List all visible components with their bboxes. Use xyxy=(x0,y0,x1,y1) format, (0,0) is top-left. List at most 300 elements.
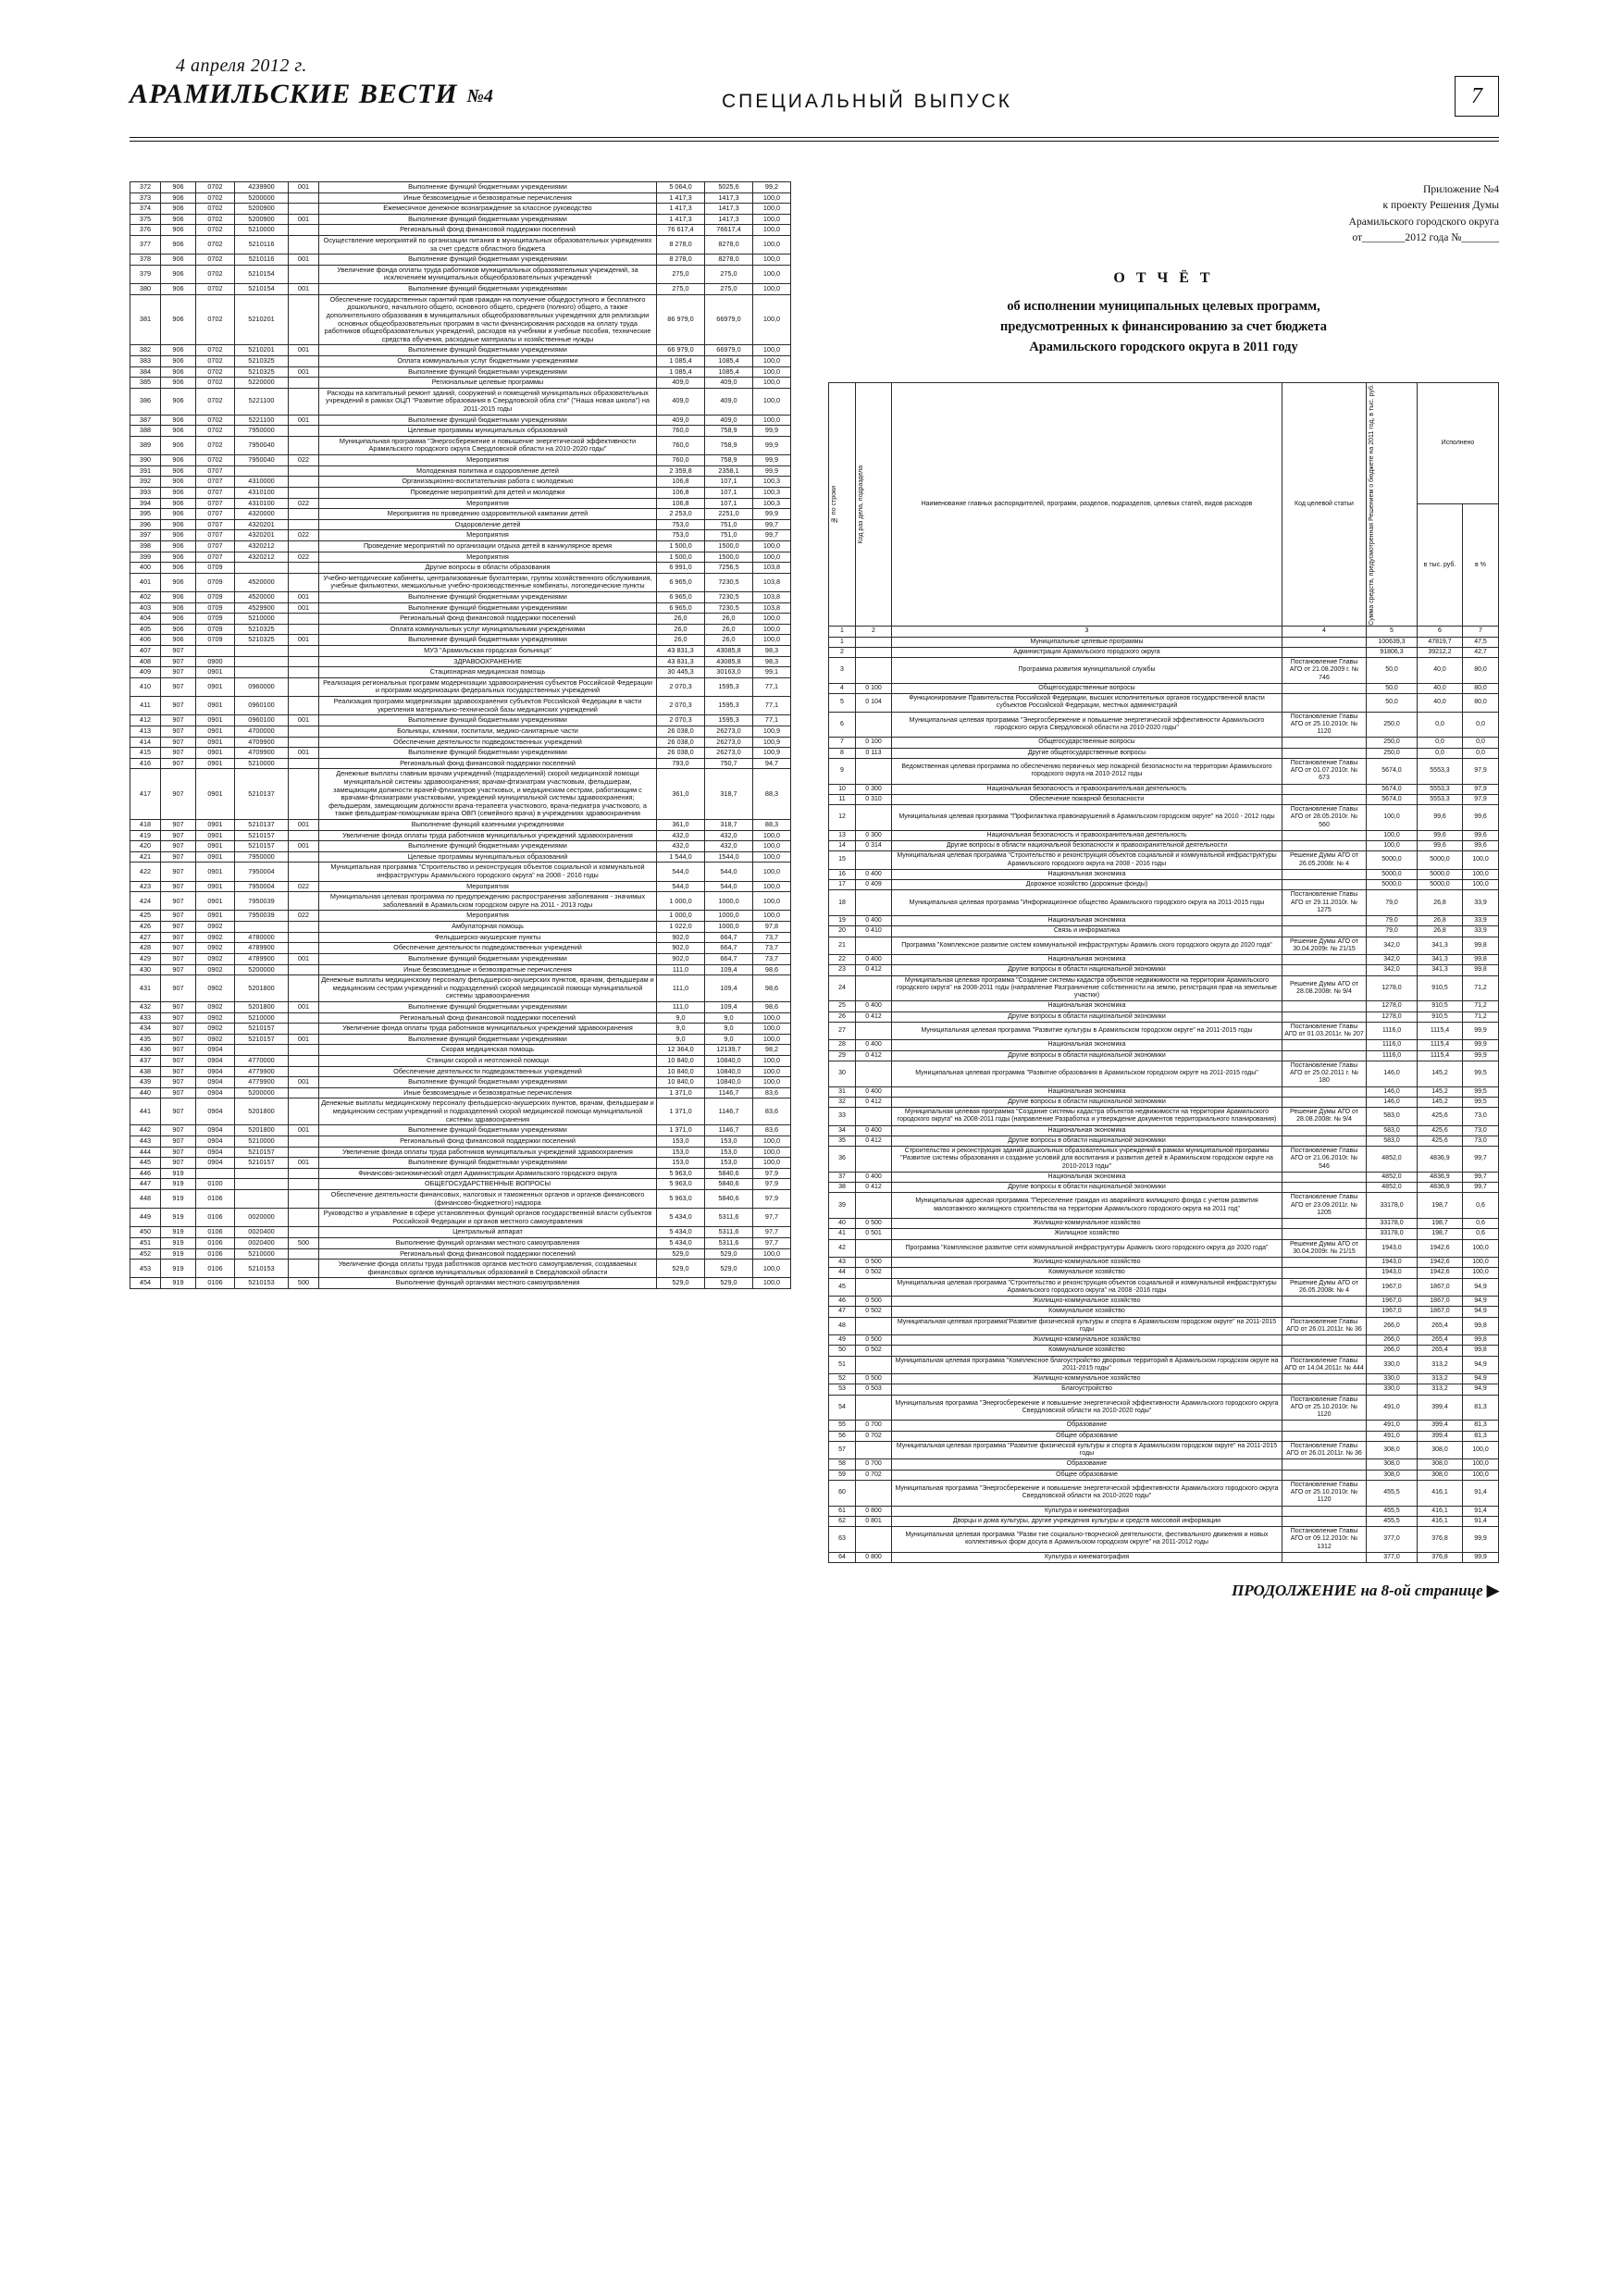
cell-planned-sum: 9,0 xyxy=(657,1012,705,1024)
table-row xyxy=(130,182,791,193)
cell-planned-sum: 432,0 xyxy=(657,830,705,841)
cell-section-code: 0 500 xyxy=(856,1335,892,1346)
table-row xyxy=(130,477,791,488)
cell-row-number: 55 xyxy=(829,1421,856,1431)
cell-target-code: 5210137 xyxy=(235,769,289,820)
cell-executed-sum: 4836,9 xyxy=(1418,1183,1463,1193)
cell-executed-percent: 100,0 xyxy=(1463,1459,1499,1470)
cell-section-code: 0902 xyxy=(196,1001,235,1012)
cell-row-number: 14 xyxy=(829,841,856,851)
cell-row-number: 394 xyxy=(130,498,161,509)
cell-row-number: 447 xyxy=(130,1179,161,1190)
table-row xyxy=(829,1022,1499,1040)
table-row xyxy=(130,726,791,737)
cell-chapter-code: 906 xyxy=(161,204,196,215)
cell-executed-percent: 100,0 xyxy=(1463,1239,1499,1258)
cell-planned-sum: 100639,3 xyxy=(1367,637,1418,647)
cell-row-name: Увеличение фонда оплаты труда работников муниципальных учреждений здравоохранения xyxy=(319,1024,657,1035)
cell-row-number: 27 xyxy=(829,1022,856,1040)
cell-row-name: Больницы, клиники, госпитали, медико-санитарные части xyxy=(319,726,657,737)
table-row xyxy=(829,647,1499,657)
cell-row-number: 4 xyxy=(829,683,856,693)
cell-executed-sum: 153,0 xyxy=(705,1158,753,1169)
cell-program-name: Другие вопросы в области национальной безопасности и правоохранительной деятельности xyxy=(892,841,1282,851)
cell-chapter-code: 907 xyxy=(161,1066,196,1077)
cell-target-code: 5210157 xyxy=(235,1158,289,1169)
cell-chapter-code: 906 xyxy=(161,519,196,530)
cell-section-code: 0901 xyxy=(196,737,235,748)
cell-executed-sum: 76617,4 xyxy=(705,225,753,236)
cell-planned-sum: 491,0 xyxy=(1367,1421,1418,1431)
cell-executed-percent: 99,7 xyxy=(753,530,791,541)
table-row xyxy=(130,1066,791,1077)
table-row xyxy=(829,1441,1499,1459)
cell-planned-sum: 455,5 xyxy=(1367,1480,1418,1506)
cell-section-code: 0904 xyxy=(196,1158,235,1169)
cell-executed-percent: 100,0 xyxy=(753,1136,791,1147)
cell-expense-type xyxy=(289,1066,319,1077)
cell-target-code xyxy=(1282,869,1367,879)
table-row xyxy=(829,1183,1499,1193)
cell-target-code: 0960000 xyxy=(235,677,289,696)
cell-section-code: 0106 xyxy=(196,1209,235,1227)
cell-target-code: Постановление Главы АГО от 21.06.2010г. № 546 xyxy=(1282,1147,1367,1173)
cell-chapter-code: 907 xyxy=(161,677,196,696)
cell-target-code: 5210325 xyxy=(235,624,289,635)
paper-name: АРАМИЛЬСКИЕ ВЕСТИ xyxy=(130,79,458,109)
cell-chapter-code: 907 xyxy=(161,1056,196,1067)
cell-row-name: Обеспечение государственных гарантий прав граждан на получение общедоступного и бесплатного дошкольного, начального общего, основного общего, среднего (полного) общего, а также дополнительного образования в муниципальных общеобразовательных учреждениях для реализации основных общеобразовательных программ в части финансирования расходов на оплату труда работников общеобразовательных учреждений, расходов на учебники и учебные пособия, технические средства обучения, расходные материалы и хозяйственные нужды xyxy=(319,294,657,345)
cell-expense-type xyxy=(289,355,319,366)
cell-row-number: 56 xyxy=(829,1431,856,1441)
programs-table xyxy=(828,382,1499,1564)
table-row xyxy=(130,830,791,841)
cell-executed-percent: 99,6 xyxy=(1463,841,1499,851)
cell-planned-sum: 5 064,0 xyxy=(657,182,705,193)
table-row xyxy=(829,1040,1499,1050)
cell-row-number: 396 xyxy=(130,519,161,530)
cell-row-name: Региональный фонд финансовой поддержки поселений xyxy=(319,225,657,236)
cell-target-code: 5221100 xyxy=(235,415,289,426)
cell-row-number: 13 xyxy=(829,830,856,840)
issue-date: 4 апреля 2012 г. xyxy=(176,56,307,76)
cell-executed-sum: 26,0 xyxy=(705,624,753,635)
cell-target-code xyxy=(1282,784,1367,794)
cell-executed-sum: 9,0 xyxy=(705,1034,753,1045)
cell-row-name: Выполнение функций бюджетными учреждениями xyxy=(319,1158,657,1169)
table-row xyxy=(829,1229,1499,1239)
cell-expense-type xyxy=(289,667,319,678)
cell-executed-sum: 26,8 xyxy=(1418,916,1463,926)
cell-executed-percent: 81,3 xyxy=(1463,1421,1499,1431)
cell-section-code: 0 800 xyxy=(856,1506,892,1516)
cell-planned-sum: 6 991,0 xyxy=(657,563,705,574)
cell-target-code: Постановление Главы АГО от 25.10.2010г. № 1120 xyxy=(1282,1395,1367,1421)
cell-section-code: 0 400 xyxy=(856,916,892,926)
cell-executed-percent: 100,0 xyxy=(753,294,791,345)
cell-section-code: 0 502 xyxy=(856,1307,892,1317)
cell-target-code: Решение Думы АГО от 30.04.2009г. № 21/15 xyxy=(1282,937,1367,955)
cell-executed-sum: 376,8 xyxy=(1418,1527,1463,1553)
cell-planned-sum: 5 963,0 xyxy=(657,1189,705,1208)
cell-row-number: 451 xyxy=(130,1237,161,1248)
cell-planned-sum: 5000,0 xyxy=(1367,869,1418,879)
cell-row-number: 39 xyxy=(829,1193,856,1219)
cell-executed-percent: 0,0 xyxy=(1463,712,1499,738)
cell-executed-percent: 33,9 xyxy=(1463,890,1499,916)
cell-target-code: Решение Думы АГО от 30.04.2009г. № 21/15 xyxy=(1282,1239,1367,1258)
cell-target-code: Решение Думы АГО от 28.08.2008г. № 9/4 xyxy=(1282,975,1367,1001)
cell-planned-sum: 12 364,0 xyxy=(657,1045,705,1056)
cell-planned-sum: 10 840,0 xyxy=(657,1066,705,1077)
cell-executed-sum: 66979,0 xyxy=(705,294,753,345)
cell-executed-percent: 100,9 xyxy=(753,726,791,737)
cell-expense-type: 001 xyxy=(289,182,319,193)
cell-executed-sum: 39212,2 xyxy=(1418,647,1463,657)
cell-expense-type xyxy=(289,1098,319,1125)
cell-planned-sum: 330,0 xyxy=(1367,1384,1418,1395)
cell-row-number: 389 xyxy=(130,436,161,454)
cell-executed-percent: 88,3 xyxy=(753,769,791,820)
cell-executed-percent: 98,6 xyxy=(753,964,791,975)
cell-target-code: Постановление Главы АГО от 25.10.2010г. № 1120 xyxy=(1282,1480,1367,1506)
cell-target-code: 5210137 xyxy=(235,820,289,831)
cell-section-code: 0901 xyxy=(196,881,235,892)
cell-section-code: 0707 xyxy=(196,477,235,488)
cell-row-number: 401 xyxy=(130,573,161,591)
table-row xyxy=(829,1374,1499,1384)
cell-executed-percent: 100,9 xyxy=(753,737,791,748)
cell-section-code: 0106 xyxy=(196,1189,235,1208)
cell-executed-sum: 425,6 xyxy=(1418,1108,1463,1126)
cell-row-number: 37 xyxy=(829,1172,856,1182)
cell-program-name: Муниципальная целевая программа "Комплексное благоустройство дворовых территорий в Арамильском городском округе на 2011-2015 годы" xyxy=(892,1356,1282,1374)
cell-section-code: 0 100 xyxy=(856,738,892,748)
cell-section-code: 0702 xyxy=(196,254,235,266)
cell-target-code xyxy=(235,1179,289,1190)
cell-target-code: 7950004 xyxy=(235,863,289,881)
cell-executed-percent: 100,0 xyxy=(753,388,791,415)
cell-section-code xyxy=(196,1168,235,1179)
table-row xyxy=(130,667,791,678)
cell-target-code: 5210157 xyxy=(235,1147,289,1158)
cell-row-name: Мероприятия xyxy=(319,911,657,922)
cell-target-code: Постановление Главы АГО от 14.04.2011г. № 444 xyxy=(1282,1356,1367,1374)
cell-executed-percent: 100,0 xyxy=(753,911,791,922)
cell-section-code: 0 400 xyxy=(856,1040,892,1050)
column-index-6: 6 xyxy=(1418,627,1463,637)
table-row xyxy=(130,851,791,863)
cell-expense-type xyxy=(289,1024,319,1035)
appendix-line-1: Приложение №4 xyxy=(1423,183,1499,195)
cell-row-number: 48 xyxy=(829,1317,856,1335)
table-row xyxy=(130,552,791,563)
col-header-executed-thousand: в тыс. руб. xyxy=(1418,504,1463,627)
table-row xyxy=(130,1147,791,1158)
cell-section-code xyxy=(196,646,235,657)
cell-planned-sum: 30 445,3 xyxy=(657,667,705,678)
cell-planned-sum: 753,0 xyxy=(657,530,705,541)
cell-section-code: 0 702 xyxy=(856,1431,892,1441)
cell-executed-percent: 100,0 xyxy=(753,624,791,635)
cell-planned-sum: 308,0 xyxy=(1367,1441,1418,1459)
cell-executed-sum: 664,7 xyxy=(705,943,753,954)
cell-executed-sum: 26,8 xyxy=(1418,890,1463,916)
cell-row-number: 42 xyxy=(829,1239,856,1258)
cell-target-code: 5200000 xyxy=(235,1087,289,1098)
col-header-executed-percent: в % xyxy=(1463,504,1499,627)
cell-row-number: 40 xyxy=(829,1219,856,1229)
report-title-line-4: Арамильского городского округа в 2011 году xyxy=(1029,340,1298,355)
cell-section-code xyxy=(856,658,892,684)
col-header-planned-sum: Сумма средств, предусмотренная Решением о бюджете на 2011 год, в тыс. руб. xyxy=(1367,382,1418,627)
cell-target-code: 4239900 xyxy=(235,182,289,193)
cell-row-number: 410 xyxy=(130,677,161,696)
cell-section-code: 0702 xyxy=(196,366,235,378)
cell-chapter-code: 906 xyxy=(161,366,196,378)
cell-target-code: 5201800 xyxy=(235,1098,289,1125)
cell-executed-percent: 94,7 xyxy=(753,758,791,769)
cell-executed-percent: 71,2 xyxy=(1463,1001,1499,1011)
cell-executed-sum: 0,0 xyxy=(1418,738,1463,748)
cell-planned-sum: 106,8 xyxy=(657,477,705,488)
cell-executed-sum: 409,0 xyxy=(705,415,753,426)
cell-chapter-code: 906 xyxy=(161,265,196,283)
cell-row-name: Ежемесячное денежное вознаграждение за классное руководство xyxy=(319,204,657,215)
cell-row-name: Центральный аппарат xyxy=(319,1227,657,1238)
cell-executed-percent: 77,1 xyxy=(753,677,791,696)
table-row xyxy=(829,1147,1499,1173)
cell-row-number: 35 xyxy=(829,1136,856,1146)
cell-executed-sum: 5840,6 xyxy=(705,1179,753,1190)
cell-executed-percent: 100,0 xyxy=(753,204,791,215)
cell-expense-type xyxy=(289,519,319,530)
cell-program-name: Муниципальная целевая программа "Профилактика правонарушений в Арамильском городском округе" на 2010 - 2012 годы xyxy=(892,805,1282,831)
table-row xyxy=(829,1050,1499,1061)
cell-chapter-code: 907 xyxy=(161,892,196,911)
cell-chapter-code: 907 xyxy=(161,715,196,726)
cell-row-name: Реализация программ модернизации здравоохранения субъектов Российской Федерации в части укрепления материально-технической базы медицинских учреждений xyxy=(319,697,657,715)
cell-target-code: Постановление Главы АГО от 09.12.2010г. № 1312 xyxy=(1282,1527,1367,1553)
cell-planned-sum: 361,0 xyxy=(657,820,705,831)
cell-row-number: 57 xyxy=(829,1441,856,1459)
cell-section-code xyxy=(856,1108,892,1126)
cell-row-number: 46 xyxy=(829,1297,856,1307)
cell-executed-sum: 5311,6 xyxy=(705,1209,753,1227)
cell-planned-sum: 491,0 xyxy=(1367,1395,1418,1421)
cell-row-number: 377 xyxy=(130,236,161,254)
cell-planned-sum: 10 840,0 xyxy=(657,1056,705,1067)
table-row xyxy=(829,784,1499,794)
cell-section-code: 0901 xyxy=(196,911,235,922)
cell-section-code: 0 412 xyxy=(856,1136,892,1146)
cell-row-name: Руководство и управление в сфере установленных функций органов государственной власти субъектов Российской Федерации и органов местного самоуправления xyxy=(319,1209,657,1227)
cell-row-number: 402 xyxy=(130,591,161,602)
cell-section-code: 0702 xyxy=(196,192,235,204)
cell-row-number: 43 xyxy=(829,1258,856,1268)
cell-executed-percent: 91,4 xyxy=(1463,1480,1499,1506)
cell-target-code xyxy=(1282,748,1367,758)
cell-row-number: 12 xyxy=(829,805,856,831)
cell-section-code: 0 104 xyxy=(856,694,892,713)
table-row xyxy=(130,214,791,225)
cell-executed-percent: 100,0 xyxy=(1463,880,1499,890)
cell-planned-sum: 529,0 xyxy=(657,1278,705,1289)
cell-row-number: 448 xyxy=(130,1189,161,1208)
cell-row-number: 47 xyxy=(829,1307,856,1317)
cell-target-code: Постановление Главы АГО от 29.11.2010г. № 1275 xyxy=(1282,890,1367,916)
cell-executed-percent: 88,3 xyxy=(753,820,791,831)
cell-executed-sum: 751,0 xyxy=(705,530,753,541)
cell-target-code: 4700000 xyxy=(235,726,289,737)
cell-target-code: 4320201 xyxy=(235,519,289,530)
cell-target-code xyxy=(235,646,289,657)
cell-chapter-code: 907 xyxy=(161,646,196,657)
cell-target-code: 5210201 xyxy=(235,345,289,356)
cell-executed-sum: 1115,4 xyxy=(1418,1022,1463,1040)
table-row xyxy=(829,1061,1499,1086)
cell-program-name: Общегосударственные вопросы xyxy=(892,683,1282,693)
cell-planned-sum: 33178,0 xyxy=(1367,1229,1418,1239)
cell-expense-type xyxy=(289,1045,319,1056)
cell-expense-type xyxy=(289,697,319,715)
cell-executed-sum: 7256,5 xyxy=(705,563,753,574)
cell-target-code xyxy=(1282,926,1367,937)
cell-chapter-code: 906 xyxy=(161,182,196,193)
cell-row-name: Обеспечение деятельности подведомственных учреждений xyxy=(319,943,657,954)
cell-target-code xyxy=(235,922,289,933)
cell-executed-sum: 318,7 xyxy=(705,820,753,831)
cell-chapter-code: 907 xyxy=(161,1098,196,1125)
cell-expense-type xyxy=(289,646,319,657)
cell-executed-sum: 153,0 xyxy=(705,1147,753,1158)
cell-program-name: Муниципальная целевая программа "Разви тие социально-творческой деятельности, фестивального движения и новых коллективных форм досуга в Арамильском городском округе" на 2011-2012 годы xyxy=(892,1527,1282,1553)
cell-planned-sum: 342,0 xyxy=(1367,955,1418,965)
cell-chapter-code: 906 xyxy=(161,378,196,389)
cell-row-name: Скорая медицинская помощь xyxy=(319,1045,657,1056)
cell-executed-sum: 0,0 xyxy=(1418,748,1463,758)
table-row xyxy=(829,1097,1499,1107)
cell-planned-sum: 9,0 xyxy=(657,1034,705,1045)
table-row xyxy=(130,881,791,892)
cell-planned-sum: 377,0 xyxy=(1367,1527,1418,1553)
cell-chapter-code: 906 xyxy=(161,635,196,646)
cell-executed-sum: 544,0 xyxy=(705,881,753,892)
cell-executed-percent: 100,0 xyxy=(753,1024,791,1035)
cell-expense-type: 500 xyxy=(289,1278,319,1289)
cell-row-name: Региональные целевые программы xyxy=(319,378,657,389)
cell-program-name: Муниципальная программа "Энергосбережение и повышение энергетической эффективности Арамильского городского округа Свердловской области на 2010-2020 годы" xyxy=(892,1480,1282,1506)
cell-chapter-code: 907 xyxy=(161,737,196,748)
table-row xyxy=(130,455,791,466)
cell-executed-percent: 97,7 xyxy=(753,1237,791,1248)
cell-program-name: Общее образование xyxy=(892,1431,1282,1441)
cell-row-name: Денежные выплаты медицинскому персоналу фельдшерско-акушерских пунктов, врачам, фельдшерам и медицинским сестрам учреждений и подразделений скорой медицинской помощи муниципальной системы здравоохранения xyxy=(319,1098,657,1125)
cell-executed-sum: 308,0 xyxy=(1418,1441,1463,1459)
cell-executed-percent: 100,3 xyxy=(753,498,791,509)
cell-program-name: Муниципальная целевая программа "Информационное общество Арамильского городского округа на 2011-2015 годы xyxy=(892,890,1282,916)
cell-executed-sum: 107,1 xyxy=(705,487,753,498)
cell-row-name: Молодежная политика и оздоровление детей xyxy=(319,465,657,477)
cell-program-name: Жилищно-коммунальное хозяйство xyxy=(892,1219,1282,1229)
cell-executed-percent: 33,9 xyxy=(1463,916,1499,926)
cell-row-number: 422 xyxy=(130,863,161,881)
cell-row-name: ЗДРАВООХРАНЕНИЕ xyxy=(319,656,657,667)
cell-executed-sum: 758,9 xyxy=(705,426,753,437)
cell-row-number: 372 xyxy=(130,182,161,193)
table-row xyxy=(130,748,791,759)
cell-chapter-code: 907 xyxy=(161,881,196,892)
cell-section-code: 0901 xyxy=(196,697,235,715)
cell-executed-percent: 99,8 xyxy=(1463,1346,1499,1356)
cell-section-code: 0 412 xyxy=(856,1050,892,1061)
cell-expense-type: 022 xyxy=(289,498,319,509)
cell-chapter-code: 907 xyxy=(161,667,196,678)
masthead xyxy=(130,56,1499,120)
cell-chapter-code: 906 xyxy=(161,388,196,415)
cell-planned-sum: 26,0 xyxy=(657,624,705,635)
table-row xyxy=(130,646,791,657)
cell-chapter-code: 919 xyxy=(161,1168,196,1179)
cell-planned-sum: 79,0 xyxy=(1367,890,1418,916)
cell-executed-sum: 1867,0 xyxy=(1418,1307,1463,1317)
table-row xyxy=(130,1260,791,1278)
cell-planned-sum: 50,0 xyxy=(1367,683,1418,693)
cell-row-number: 373 xyxy=(130,192,161,204)
cell-section-code: 0702 xyxy=(196,415,235,426)
cell-program-name: Национальная экономика xyxy=(892,1001,1282,1011)
cell-executed-percent: 100,0 xyxy=(753,345,791,356)
cell-target-code xyxy=(1282,1011,1367,1022)
cell-target-code: 4310100 xyxy=(235,487,289,498)
cell-executed-percent: 0,0 xyxy=(1463,748,1499,758)
cell-planned-sum: 5 434,0 xyxy=(657,1209,705,1227)
cell-row-number: 36 xyxy=(829,1147,856,1173)
cell-program-name: Программа "Комплексное развитие сети коммунальной инфраструктуры Арамиль ского городского округа до 2020 года" xyxy=(892,1239,1282,1258)
cell-row-number: 382 xyxy=(130,345,161,356)
cell-expense-type: 022 xyxy=(289,552,319,563)
cell-target-code: 0020400 xyxy=(235,1237,289,1248)
cell-planned-sum: 100,0 xyxy=(1367,841,1418,851)
cell-row-name: Выполнение функций бюджетными учреждениями xyxy=(319,415,657,426)
cell-executed-sum: 265,4 xyxy=(1418,1335,1463,1346)
cell-section-code xyxy=(856,937,892,955)
cell-planned-sum: 6 965,0 xyxy=(657,602,705,614)
cell-executed-percent: 99,9 xyxy=(753,455,791,466)
table-row xyxy=(829,1395,1499,1421)
cell-executed-percent: 97,9 xyxy=(753,1168,791,1179)
cell-chapter-code: 906 xyxy=(161,225,196,236)
cell-executed-percent: 80,0 xyxy=(1463,683,1499,693)
cell-row-number: 419 xyxy=(130,830,161,841)
table-row xyxy=(130,737,791,748)
page-number-box xyxy=(1455,76,1499,117)
cell-planned-sum: 6 965,0 xyxy=(657,573,705,591)
cell-chapter-code: 906 xyxy=(161,540,196,552)
cell-planned-sum: 409,0 xyxy=(657,388,705,415)
cell-expense-type xyxy=(289,265,319,283)
cell-executed-sum: 1595,3 xyxy=(705,697,753,715)
cell-row-name: Осуществление мероприятий по организации питания в муниципальных образовательных учреждениях за счет средств областного бюджета xyxy=(319,236,657,254)
cell-executed-percent: 97,9 xyxy=(753,1189,791,1208)
table-row xyxy=(130,388,791,415)
cell-planned-sum: 5 963,0 xyxy=(657,1168,705,1179)
cell-row-name: Выполнение функций бюджетными учреждениями xyxy=(319,254,657,266)
cell-row-name: Увеличение фонда оплаты труда работников органов местного самоуправления, создаваемых финансовых органов муниципальных образований в Свердловской области xyxy=(319,1260,657,1278)
cell-executed-sum: 416,1 xyxy=(1418,1516,1463,1526)
cell-executed-percent: 99,5 xyxy=(1463,1061,1499,1086)
cell-executed-sum: 758,9 xyxy=(705,436,753,454)
